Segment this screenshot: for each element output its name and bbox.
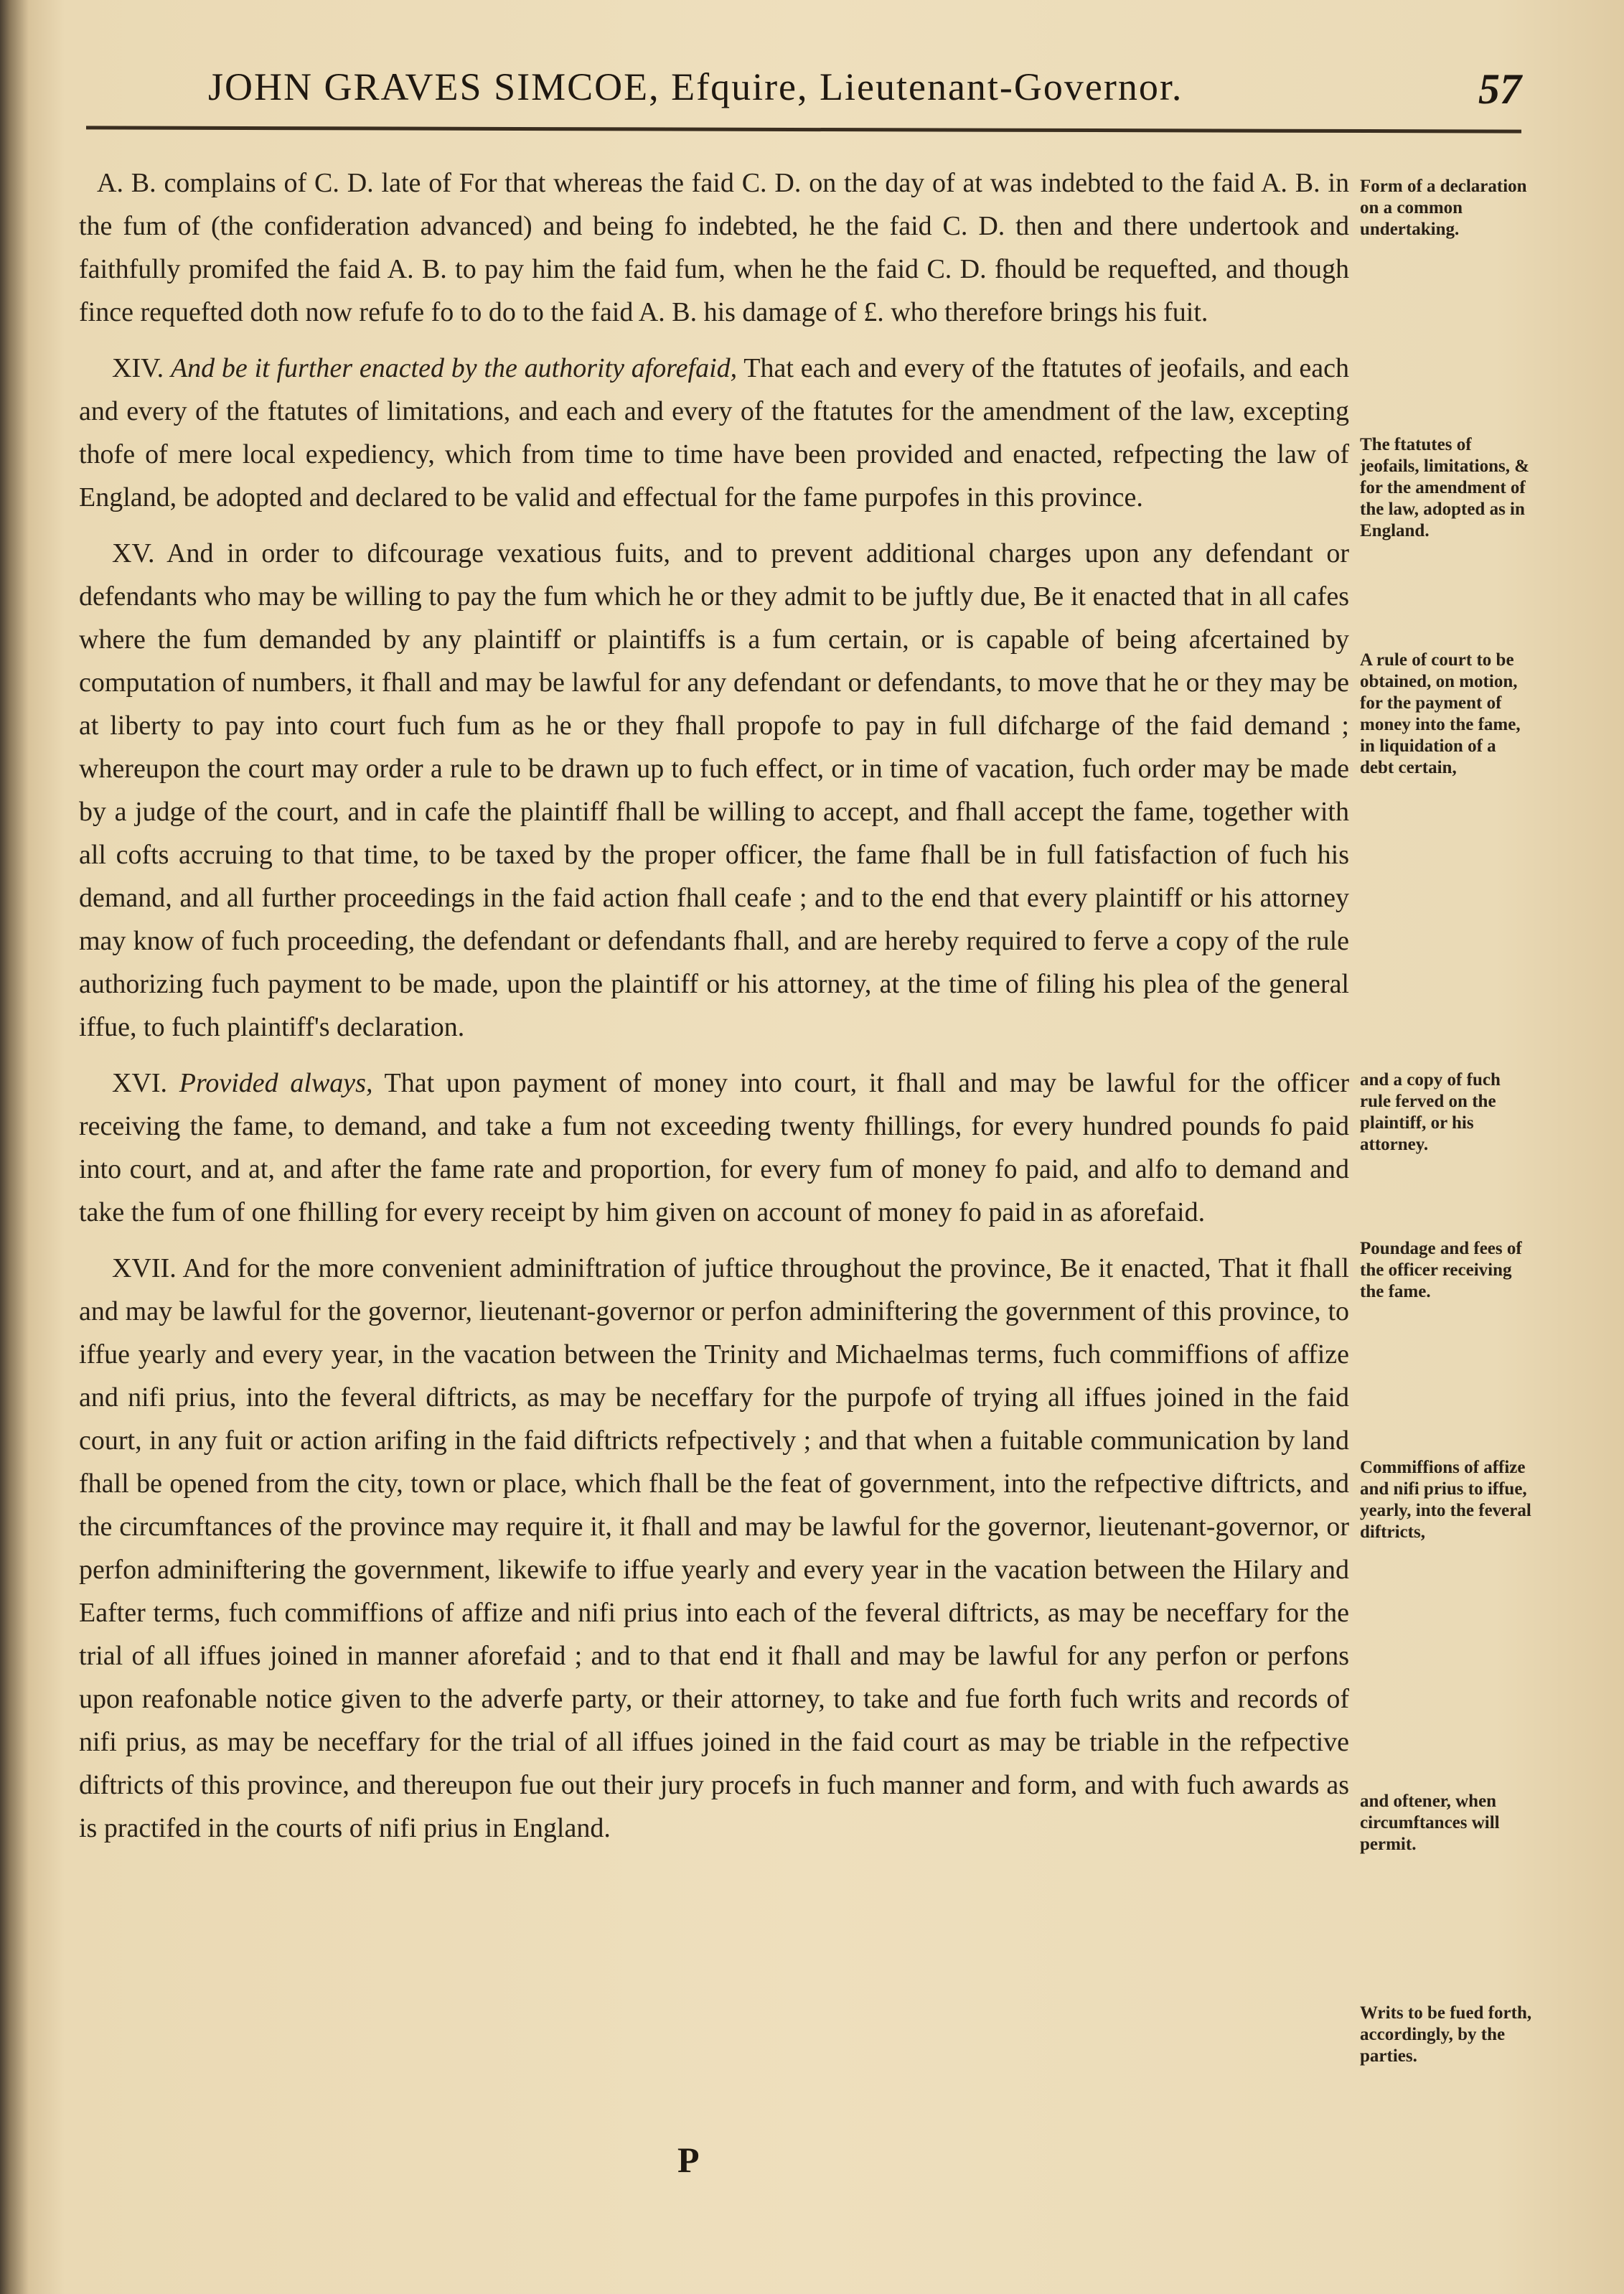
italic-phrase: And be it further enacted by the authority aforefaid, xyxy=(170,353,738,383)
margin-note-jeofails: The ftatutes of jeofails, limitations, & for the amendment of the law, adopted as in England. xyxy=(1360,435,1530,540)
section-xv xyxy=(79,532,1349,1049)
section-number: XVII. xyxy=(112,1253,183,1283)
section-number: XVI. xyxy=(112,1068,179,1098)
paragraph-text: That upon payment of money into court, it fhall and may be lawful for the officer receiving the fame, to demand, and take a fum not exceeding twenty fhillings, for every hundred pounds fo paid into court, and at, and after the fame rate and proportion, for every fum of money fo paid, and alfo to demand and take the fum of one fhilling for every receipt by him given on account of money fo paid in as aforefaid. xyxy=(79,1068,1350,1227)
margin-note-writs: Writs to be fued forth, accordingly, by the parties. xyxy=(1360,2003,1532,2066)
section-number: XIV. xyxy=(112,353,171,383)
margin-note-poundage: Poundage and fees of the officer receiving the fame. xyxy=(1360,1239,1522,1301)
paragraph-text: A. B. complains of C. D. late of For that whereas the faid C. D. on the day of at was indebted to the faid A. B. in the fum of (the confideration advanced) and being fo indebted, he the faid C. D. then and there undertook and faithfully promifed the faid A. B. to pay him the faid fum, when he the faid C. D. fhould be requefted, and though fince requefted doth now refufe fo to do to the faid A. B. his damage of £. who therefore brings his fuit. xyxy=(79,168,1349,327)
signature-mark: P xyxy=(677,2140,700,2180)
section-xiv xyxy=(79,347,1349,519)
paragraph-text: And in order to difcourage vexatious fuits, and to prevent additional charges upon any defendant or defendants who may be willing to pay the fum which he or they admit to be juftly due, Be it enacted that in all cafes where the fum demanded by any plaintiff or plaintiffs is a fum certain, or is capable of being afcertained by computation of numbers, it fhall and may be lawful for any defendant or defendants, to move that he or they may be at liberty to pay into court fuch fum as he or they fhall propofe to pay in full difcharge of the faid demand ; whereupon the court may order a rule to be drawn up to fuch effect, or in time of vacation, fuch order may be made by a judge of the court, and in cafe the plaintiff fhall be willing to accept, and fhall accept the fame, together with all cofts accruing to that time, to be taxed by the proper officer, the fame fhall be in full fatisfaction of fuch his demand, and all further proceedings in the faid action fhall ceafe ; and to the end that every plaintiff or his attorney may know of fuch proceeding, the defendant or defendants fhall, and are hereby required to ferve a copy of the rule authorizing fuch payment to be made, upon the plaintiff or his attorney, at the time of filing his plea of the general iffue, to fuch plaintiff's declaration. xyxy=(79,538,1349,1042)
header-rule xyxy=(86,126,1521,133)
body-text xyxy=(79,161,1349,1863)
section-xvi xyxy=(79,1062,1349,1234)
paragraph-text: That each and every of the ftatutes of jeofails, and each and every of the ftatutes of limitations, and each and every of the ftatutes for the amendment of the law, excepting thofe of mere local expediency, which from time to time have been provided and enacted, refpecting the law of England, be adopted and declared to be valid and effectual for the fame purpofes in this province. xyxy=(79,353,1350,512)
margin-note-commissions: Commiffions of affize and nifi prius to iffue, yearly, into the feveral diftricts, xyxy=(1360,1458,1531,1542)
declaration-form-paragraph xyxy=(79,161,1349,334)
margin-note-declaration: Form of a declaration on a common undertaking. xyxy=(1360,177,1527,239)
margin-note-rule-of-court: A rule of court to be obtained, on motion, for the payment of money into the fame, in liquidation of a debt certain, xyxy=(1360,650,1521,777)
section-number: XV. xyxy=(112,538,167,568)
running-head: JOHN GRAVES SIMCOE, Efquire, Lieutenant-Governor. xyxy=(208,65,1183,108)
page-number: 57 xyxy=(1478,65,1521,113)
page-header xyxy=(165,43,1543,115)
margin-note-copy-of-rule: and a copy of fuch rule ferved on the plaintiff, or his attorney. xyxy=(1360,1070,1501,1154)
section-xvii xyxy=(79,1247,1349,1850)
paragraph-text: And for the more convenient adminiftration of juftice throughout the province, Be it enacted, That it fhall and may be lawful for the governor, lieutenant-governor or perfon adminiftering the government of this province, to iffue yearly and every year, in the vacation between the Trinity and Michaelmas terms, fuch commiffions of affize and nifi prius, into the feveral diftricts, as may be neceffary for the purpofe of trying all iffues joined in the faid court, in any fuit or action arifing in the faid diftricts refpectively ; and that when a fuitable communication by land fhall be opened from the city, town or place, which fhall be the feat of government, into the refpective diftricts, and the circumftances of the province may require it, it fhall and may be lawful for the governor, lieutenant-governor, or perfon adminiftering the government, likewife to iffue yearly and every year in the vacation between the Hilary and Eafter terms, fuch commiffions of affize and nifi prius into each of the feveral diftricts, as may be neceffary for the trial of all iffues joined in manner aforefaid ; and to that end it fhall and may be lawful for any perfon or perfons upon reafonable notice given to the adverfe party, or their attorney, to take and fue forth fuch writs and records of nifi prius, as may be neceffary for the trial of all iffues joined in the faid court as may be triable in the refpective diftricts of this province, and thereupon fue out their jury procefs in fuch manner and form, and with fuch awards as is practifed in the courts of nifi prius in England. xyxy=(79,1253,1349,1843)
margin-note-oftener: and oftener, when circumftances will permit. xyxy=(1360,1792,1500,1854)
italic-phrase: Provided always, xyxy=(179,1068,373,1098)
